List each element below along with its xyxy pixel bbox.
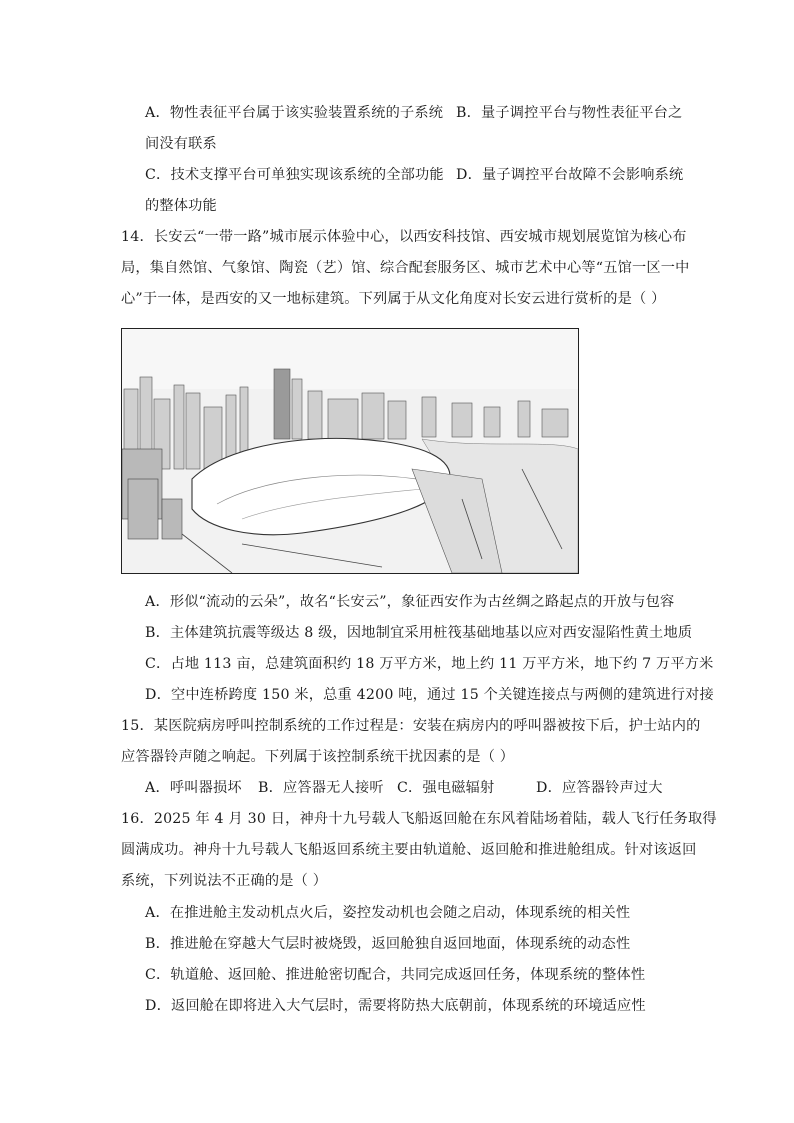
q14-option-d: D．空中连桥跨度 150 米，总重 4200 吨，通过 15 个关键连接点与两侧的建筑进行对接 bbox=[145, 687, 714, 703]
q16-option-a: A．在推进舱主发动机点火后，姿控发动机也会随之启动，体现系统的相关性 bbox=[145, 905, 631, 921]
q16-option-c: C．轨道舱、返回舱、推进舱密切配合，共同完成返回任务，体现系统的整体性 bbox=[145, 967, 646, 983]
q13-option-d: D．量子调控平台故障不会影响系统 bbox=[456, 167, 684, 183]
q14-option-b: B．主体建筑抗震等级达 8 级，因地制宜采用桩筏基础地基以应对西安湿陷性黄土地质 bbox=[145, 625, 693, 641]
q14-option-a: A．形似“流动的云朵”，故名“长安云”，象征西安作为古丝绸之路起点的开放与包容 bbox=[145, 594, 675, 610]
q16-stem-line3: 系统，下列说法不正确的是（ ） bbox=[121, 873, 328, 889]
q15-option-b: B．应答器无人接听 bbox=[258, 780, 384, 796]
q13-option-c: C．技术支撑平台可单独实现该系统的全部功能 bbox=[145, 167, 444, 183]
q13-option-d-cont: 的整体功能 bbox=[145, 198, 217, 214]
q15-stem-line1: 15．某医院病房呼叫控制系统的工作过程是：安装在病房内的呼叫器被按下后，护士站内的 bbox=[121, 718, 701, 734]
q14-stem-line1: 14．长安云“一带一路”城市展示体验中心，以西安科技馆、西安城市规划展览馆为核心布 bbox=[121, 229, 687, 245]
q15-option-a: A．呼叫器损坏 bbox=[145, 780, 242, 796]
q14-stem-line2: 局，集自然馆、气象馆、陶瓷（艺）馆、综合配套服务区、城市艺术中心等“五馆一区一中 bbox=[121, 260, 690, 276]
q14-option-c: C．占地 113 亩，总建筑面积约 18 万平方米，地上约 11 万平方米，地下约 7 万平方米 bbox=[145, 656, 714, 672]
q14-stem-line3: 心”于一体，是西安的又一地标建筑。下列属于从文化角度对长安云进行赏析的是（ ） bbox=[121, 291, 666, 307]
q15-stem-line2: 应答器铃声随之响起。下列属于该控制系统干扰因素的是（ ） bbox=[121, 749, 515, 765]
q16-option-b: B．推进舱在穿越大气层时被烧毁，返回舱独自返回地面，体现系统的动态性 bbox=[145, 936, 631, 952]
q16-option-d: D．返回舱在即将进入大气层时，需要将防热大底朝前，体现系统的环境适应性 bbox=[145, 998, 646, 1014]
q15-option-c: C．强电磁辐射 bbox=[397, 780, 495, 796]
q13-option-b: B．量子调控平台与物性表征平台之 bbox=[456, 105, 683, 121]
q13-option-a: A．物性表征平台属于该实验装置系统的子系统 bbox=[145, 105, 444, 121]
q16-stem-line2: 圆满成功。神舟十九号载人飞船返回系统主要由轨道舱、返回舱和推进舱组成。针对该返回 bbox=[121, 842, 697, 858]
q13-option-b-cont: 间没有联系 bbox=[145, 136, 217, 152]
q15-option-d: D．应答器铃声过大 bbox=[536, 780, 663, 796]
q16-stem-line1: 16．2025 年 4 月 30 日，神舟十九号载人飞船返回舱在东风着陆场着陆，载人飞行任务取得 bbox=[121, 811, 717, 827]
chang-an-yun-photo bbox=[121, 328, 579, 574]
